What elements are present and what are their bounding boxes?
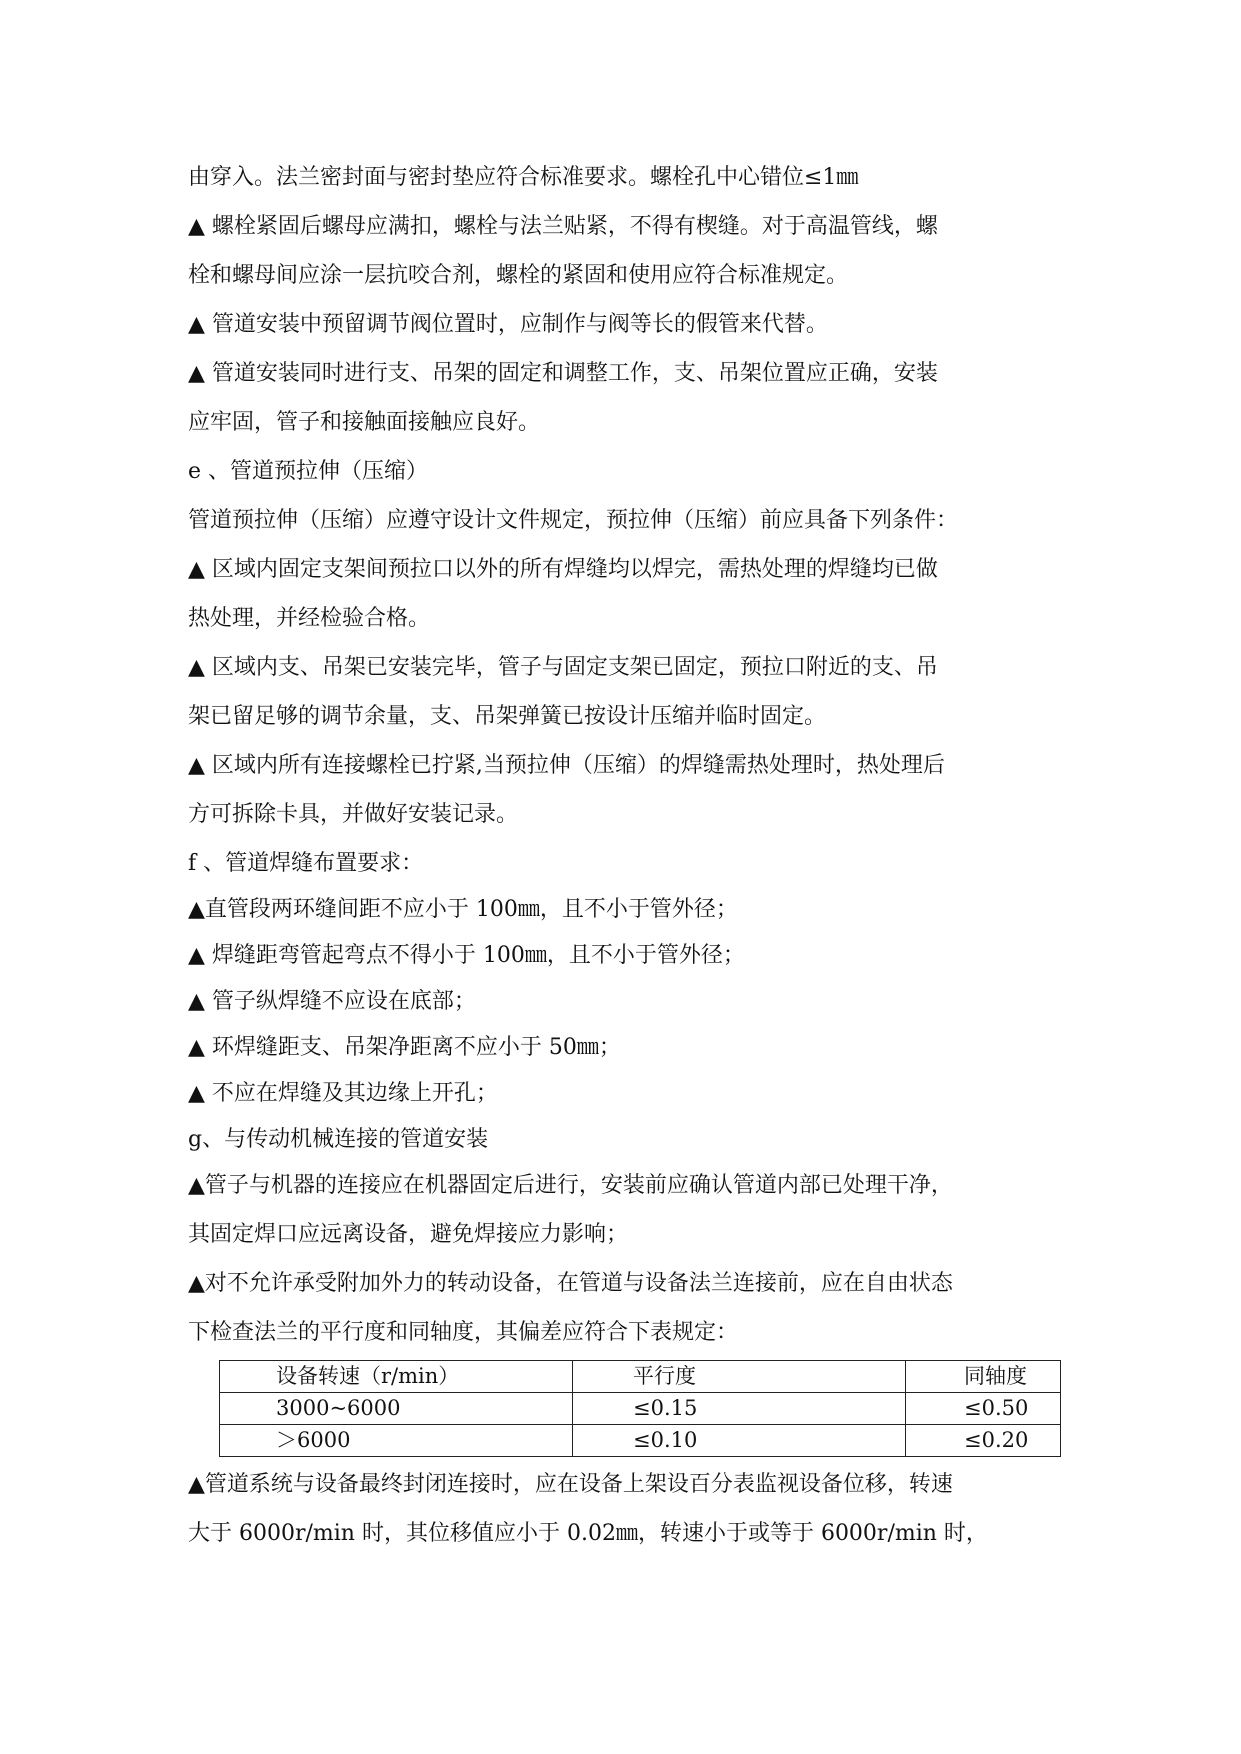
paragraph-line: ▲管子与机器的连接应在机器固定后进行，安装前应确认管道内部已处理干净， — [188, 1173, 953, 1198]
bullet-line: ▲ 焊缝距弯管起弯点不得小于 100㎜，且不小于管外径； — [188, 943, 745, 968]
paragraph-line: ▲ 螺栓紧固后螺母应满扣，螺栓与法兰贴紧，不得有楔缝。对于高温管线，螺 — [188, 214, 938, 239]
table-cell: ≤0.50 — [906, 1393, 1061, 1425]
paragraph-line: 大于 6000r/min 时，其位移值应小于 0.02㎜，转速小于或等于 6000r/min 时， — [188, 1521, 988, 1546]
table-row — [220, 1425, 1061, 1457]
section-heading-g: g、与传动机械连接的管道安装 — [188, 1127, 489, 1152]
paragraph-line: ▲ 区域内固定支架间预拉口以外的所有焊缝均以焊完，需热处理的焊缝均已做 — [188, 557, 938, 582]
paragraph-line: 热处理，并经检验合格。 — [188, 606, 431, 631]
paragraph-line: ▲ 管道安装同时进行支、吊架的固定和调整工作，支、吊架位置应正确，安装 — [188, 361, 938, 386]
table-header-cell: 设备转速（r/min） — [220, 1361, 573, 1393]
table-cell: ≤0.15 — [573, 1393, 906, 1425]
paragraph-line: 由穿入。法兰密封面与密封垫应符合标准要求。螺栓孔中心错位≤1㎜ — [188, 165, 859, 190]
table-cell: ＞6000 — [220, 1425, 573, 1457]
table-cell: ≤0.20 — [906, 1425, 1061, 1457]
table-cell: 3000~6000 — [220, 1393, 573, 1425]
paragraph-line: 栓和螺母间应涂一层抗咬合剂，螺栓的紧固和使用应符合标准规定。 — [188, 263, 849, 288]
paragraph-line: ▲ 管道安装中预留调节阀位置时，应制作与阀等长的假管来代替。 — [188, 312, 828, 337]
paragraph-line: ▲管道系统与设备最终封闭连接时，应在设备上架设百分表监视设备位移，转速 — [188, 1472, 953, 1497]
bullet-line: ▲ 环焊缝距支、吊架净距离不应小于 50㎜； — [188, 1035, 621, 1060]
table-row — [220, 1393, 1061, 1425]
paragraph-line: 方可拆除卡具，并做好安装记录。 — [188, 802, 519, 827]
paragraph-line: ▲ 区域内支、吊架已安装完毕，管子与固定支架已固定，预拉口附近的支、吊 — [188, 655, 938, 680]
bullet-line: ▲直管段两环缝间距不应小于 100㎜，且不小于管外径； — [188, 897, 738, 922]
document-page — [188, 158, 1058, 1563]
paragraph-line: ▲ 区域内所有连接螺栓已拧紧,当预拉伸（压缩）的焊缝需热处理时，热处理后 — [188, 753, 945, 778]
table-header-row — [220, 1361, 1061, 1393]
table-header-cell: 平行度 — [573, 1361, 906, 1393]
table-cell: ≤0.10 — [573, 1425, 906, 1457]
table-header-cell: 同轴度 — [906, 1361, 1061, 1393]
paragraph-line: ▲对不允许承受附加外力的转动设备，在管道与设备法兰连接前，应在自由状态 — [188, 1271, 953, 1296]
bullet-line: ▲ 不应在焊缝及其边缘上开孔； — [188, 1081, 498, 1106]
paragraph-line: 架已留足够的调节余量，支、吊架弹簧已按设计压缩并临时固定。 — [188, 704, 827, 729]
section-heading-f: f 、管道焊缝布置要求： — [188, 851, 424, 876]
deviation-table — [219, 1360, 1061, 1457]
paragraph-line: 应牢固，管子和接触面接触应良好。 — [188, 410, 541, 435]
paragraph-line: 其固定焊口应远离设备，避免焊接应力影响； — [188, 1222, 629, 1247]
paragraph-line: 管道预拉伸（压缩）应遵守设计文件规定，预拉伸（压缩）前应具备下列条件： — [188, 508, 959, 533]
paragraph-line: 下检查法兰的平行度和同轴度，其偏差应符合下表规定： — [188, 1320, 739, 1345]
section-heading-e: e 、管道预拉伸（压缩） — [188, 459, 429, 484]
bullet-line: ▲ 管子纵焊缝不应设在底部； — [188, 989, 476, 1014]
